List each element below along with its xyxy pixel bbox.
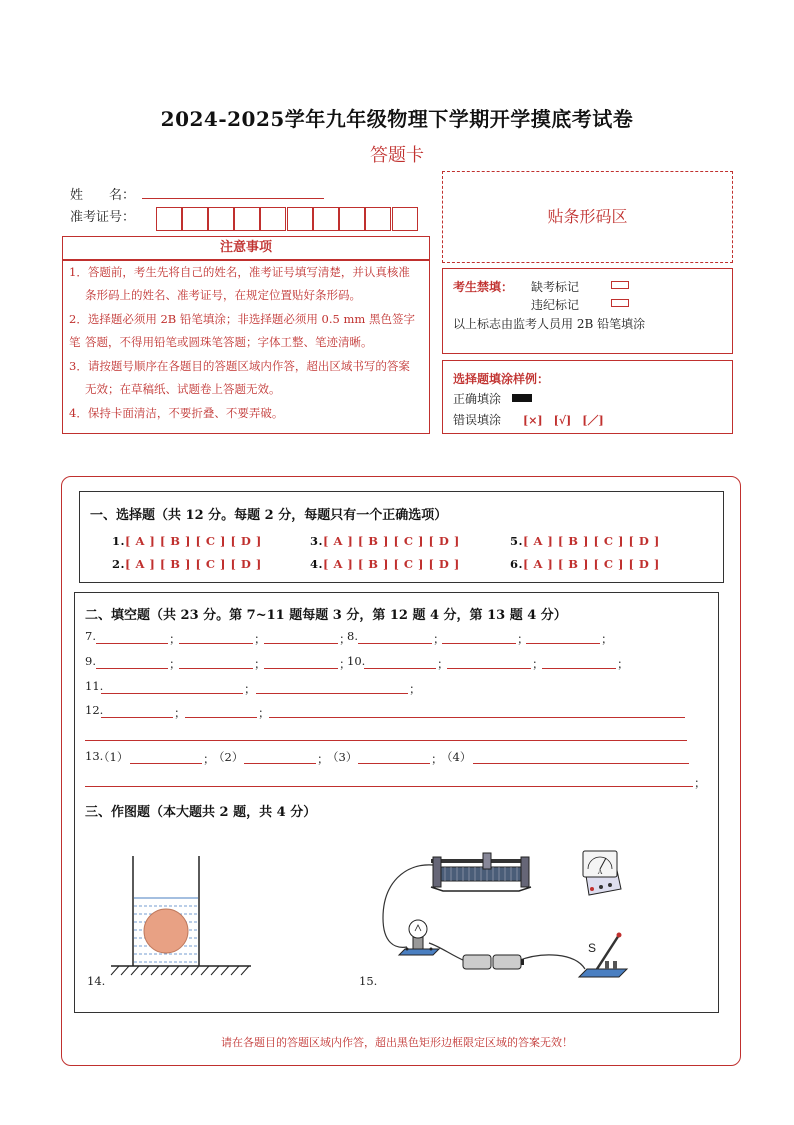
id-digit-box[interactable] bbox=[365, 207, 391, 231]
q12-blank[interactable] bbox=[269, 717, 685, 718]
sep: ； bbox=[317, 752, 330, 766]
q9-blank[interactable] bbox=[264, 668, 338, 669]
sep: ； bbox=[339, 632, 352, 646]
q10-blank[interactable] bbox=[542, 668, 616, 669]
choice-q6[interactable] bbox=[510, 557, 660, 571]
absent-label: 缺考标记 bbox=[531, 280, 580, 294]
barcode-label: 贴条形码区 bbox=[547, 207, 628, 226]
notice-item: 1．答题前，考生先将自己的姓名，准考证号填写清楚，并认真核准 bbox=[69, 265, 410, 279]
q7-blank[interactable] bbox=[264, 643, 338, 644]
sep: ； bbox=[617, 657, 630, 671]
sep: ； bbox=[409, 682, 422, 696]
section1-box bbox=[79, 491, 724, 583]
q14-label: 14. bbox=[87, 974, 106, 988]
q10-blank[interactable] bbox=[364, 668, 436, 669]
battery-icon bbox=[463, 955, 524, 969]
q8-blank[interactable] bbox=[442, 643, 516, 644]
choice-q2[interactable] bbox=[112, 557, 262, 571]
wrong-marks: [×] [√] [／] bbox=[523, 414, 604, 427]
q-options[interactable]: [ A ] [ B ] [ C ] [ D ] bbox=[125, 534, 262, 548]
notice-item: 4．保持卡面清洁，不要折叠、不要弄破。 bbox=[69, 406, 284, 420]
q13-blank[interactable] bbox=[473, 763, 689, 764]
q-options[interactable]: [ A ] [ B ] [ C ] [ D ] bbox=[523, 557, 660, 571]
name-label: 姓 名： bbox=[70, 188, 136, 203]
id-digit-box[interactable] bbox=[208, 207, 234, 231]
sep: ； bbox=[174, 706, 187, 720]
q10-blank[interactable] bbox=[447, 668, 531, 669]
notice-item: 无效；在草稿纸、试题卷上答题无效。 bbox=[85, 382, 281, 396]
sep: ； bbox=[244, 682, 257, 696]
forbidden-note: 以上标志由监考人员用 2B 铅笔填涂 bbox=[453, 317, 646, 331]
exam-id-label: 准考证号： bbox=[70, 210, 136, 225]
violation-mark[interactable] bbox=[611, 299, 629, 307]
sample-box bbox=[442, 360, 733, 434]
q-num: 3. bbox=[310, 534, 324, 548]
notice-item: 答题，不得用铅笔或圆珠笔答题；字体工整、笔迹清晰。 bbox=[85, 335, 373, 349]
q13-blank[interactable] bbox=[358, 763, 430, 764]
sep: ； bbox=[532, 657, 545, 671]
ground-icon bbox=[111, 966, 251, 975]
sep: ； bbox=[694, 776, 707, 790]
correct-label: 正确填涂 bbox=[453, 392, 502, 406]
q8-label: 8. bbox=[347, 629, 358, 643]
filled-mark-icon bbox=[512, 394, 532, 402]
q11-blank[interactable] bbox=[256, 693, 408, 694]
q-num: 4. bbox=[310, 557, 324, 571]
section3-title: 三、作图题（本大题共 2 题，共 4 分） bbox=[85, 805, 317, 820]
rheostat-icon bbox=[431, 853, 531, 891]
q13-part3: （3） bbox=[327, 750, 358, 764]
choice-q3[interactable] bbox=[310, 534, 460, 548]
name-field[interactable] bbox=[142, 198, 324, 199]
sep: ； bbox=[431, 752, 444, 766]
beaker-figure[interactable] bbox=[105, 848, 255, 988]
q-num: 5. bbox=[510, 534, 524, 548]
q12-label: 12. bbox=[85, 703, 104, 717]
id-digit-box[interactable] bbox=[392, 207, 418, 231]
ammeter-icon bbox=[583, 851, 621, 895]
sep: ； bbox=[169, 657, 182, 671]
ball-icon bbox=[144, 909, 188, 953]
q9-blank[interactable] bbox=[179, 668, 253, 669]
q-options[interactable]: [ A ] [ B ] [ C ] [ D ] bbox=[323, 557, 460, 571]
q12-blank-line[interactable] bbox=[85, 740, 687, 741]
notice-heading: 注意事项 bbox=[62, 236, 430, 260]
q-num: 2. bbox=[112, 557, 126, 571]
section2-title: 二、填空题（共 23 分。第 7~11 题每题 3 分，第 12 题 4 分，第 13 题 4 分） bbox=[85, 608, 567, 623]
sample-label: 选择题填涂样例： bbox=[453, 372, 550, 386]
q11-blank[interactable] bbox=[101, 693, 243, 694]
q13-part4: （4） bbox=[441, 750, 472, 764]
q-options[interactable]: [ A ] [ B ] [ C ] [ D ] bbox=[125, 557, 262, 571]
id-digit-box[interactable] bbox=[156, 207, 182, 231]
q7-label: 7. bbox=[85, 629, 96, 643]
bulb-icon bbox=[399, 920, 439, 955]
wrong-label: 错误填涂 bbox=[453, 413, 502, 427]
forbidden-label: 考生禁填： bbox=[453, 280, 514, 294]
sep: ； bbox=[258, 706, 271, 720]
sep: ； bbox=[169, 632, 182, 646]
q13-part2: （2） bbox=[213, 750, 244, 764]
sep: ； bbox=[203, 752, 216, 766]
notice-item: 2．选择题必须用 2B 铅笔填涂；非选择题必须用 0.5 mm 黑色签字笔 bbox=[69, 312, 415, 349]
q15-label: 15. bbox=[359, 974, 378, 988]
absent-mark[interactable] bbox=[611, 281, 629, 289]
notice-box bbox=[62, 260, 430, 434]
sep: ； bbox=[601, 632, 614, 646]
sep: ； bbox=[437, 657, 450, 671]
violation-label: 违纪标记 bbox=[531, 298, 580, 312]
q13-label: 13. bbox=[85, 749, 104, 763]
choice-q4[interactable] bbox=[310, 557, 460, 571]
sep: ； bbox=[517, 632, 530, 646]
q-num: 1. bbox=[112, 534, 126, 548]
q11-label: 11. bbox=[85, 679, 104, 693]
q-num: 6. bbox=[510, 557, 524, 571]
circuit-figure[interactable] bbox=[375, 843, 655, 993]
footer-warning: 请在各题目的答题区域内作答，超出黑色矩形边框限定区域的答案无效！ bbox=[221, 1036, 573, 1049]
q13-part1: （1） bbox=[98, 750, 129, 764]
q9-label: 9. bbox=[85, 654, 96, 668]
forbidden-box bbox=[442, 268, 733, 354]
q7-blank[interactable] bbox=[179, 643, 253, 644]
section2-box bbox=[74, 592, 719, 1013]
choice-q1[interactable] bbox=[112, 534, 262, 548]
id-digit-box[interactable] bbox=[287, 207, 313, 231]
q-options[interactable]: [ A ] [ B ] [ C ] [ D ] bbox=[323, 534, 460, 548]
choice-q5[interactable] bbox=[510, 534, 660, 548]
q7-blank[interactable] bbox=[96, 643, 168, 644]
q8-blank[interactable] bbox=[358, 643, 432, 644]
notice-item: 3．请按题号顺序在各题目的答题区域内作答，超出区域书写的答案 bbox=[69, 359, 410, 373]
page-title: 2024-2025学年九年级物理下学期开学摸底考试卷 bbox=[160, 107, 634, 131]
ammeter-label: A bbox=[597, 869, 603, 876]
id-digit-box[interactable] bbox=[182, 207, 208, 231]
q8-blank[interactable] bbox=[526, 643, 600, 644]
section1-title: 一、选择题（共 12 分。每题 2 分，每题只有一个正确选项） bbox=[90, 508, 448, 523]
notice-item: 条形码上的姓名、准考证号，在规定位置贴好条形码。 bbox=[85, 288, 361, 302]
sep: ； bbox=[254, 657, 267, 671]
id-digit-box[interactable] bbox=[260, 207, 286, 231]
switch-label: S bbox=[588, 941, 597, 955]
id-digit-box[interactable] bbox=[339, 207, 365, 231]
q13-blank[interactable] bbox=[244, 763, 316, 764]
q9-blank[interactable] bbox=[96, 668, 168, 669]
sep: ； bbox=[254, 632, 267, 646]
q13-blank-line[interactable] bbox=[85, 786, 693, 787]
page-subtitle: 答题卡 bbox=[370, 145, 424, 166]
q13-blank[interactable] bbox=[130, 763, 202, 764]
id-digit-box[interactable] bbox=[313, 207, 339, 231]
q12-blank[interactable] bbox=[185, 717, 257, 718]
q-options[interactable]: [ A ] [ B ] [ C ] [ D ] bbox=[523, 534, 660, 548]
q12-blank[interactable] bbox=[101, 717, 173, 718]
sep: ； bbox=[339, 657, 352, 671]
sep: ； bbox=[433, 632, 446, 646]
id-digit-box[interactable] bbox=[234, 207, 260, 231]
switch-icon bbox=[579, 933, 627, 978]
q10-label: 10. bbox=[347, 654, 366, 668]
barcode-area[interactable] bbox=[442, 171, 733, 263]
